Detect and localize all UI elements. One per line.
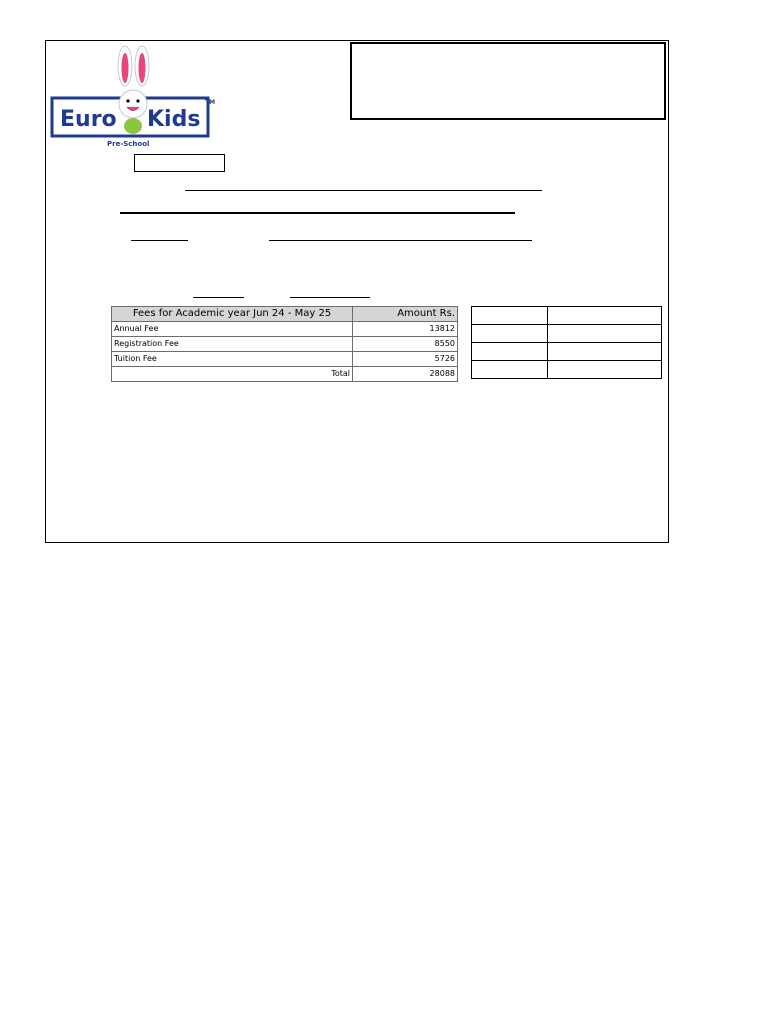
- logo-trademark: TM: [205, 99, 216, 106]
- blank-line-2: [120, 212, 515, 214]
- blank-line-1: [185, 190, 542, 191]
- fee-amount: 8550: [353, 337, 458, 352]
- grid-cell: [548, 307, 662, 325]
- grid-cell: [548, 343, 662, 361]
- fee-label: Annual Fee: [112, 322, 353, 337]
- grid-row: [472, 343, 662, 361]
- logo-text-kids: Kids: [147, 107, 201, 132]
- eurokids-logo-graphic: [50, 44, 220, 152]
- blank-line-4b: [290, 297, 370, 298]
- receipt-number-box: [134, 154, 225, 172]
- table-row: [112, 337, 458, 352]
- table-row: [112, 322, 458, 337]
- blank-line-3b: [269, 240, 532, 241]
- blank-line-3a: [131, 240, 188, 241]
- logo-text-euro: Euro: [60, 107, 117, 132]
- eurokids-logo: [50, 44, 220, 152]
- fee-amount: 13812: [353, 322, 458, 337]
- fees-header-label: Fees for Academic year Jun 24 - May 25: [112, 307, 353, 322]
- grid-row: [472, 361, 662, 379]
- grid-row: [472, 325, 662, 343]
- blank-line-4a: [193, 297, 244, 298]
- total-row: [112, 367, 458, 382]
- grid-cell: [548, 361, 662, 379]
- address-box: [350, 42, 666, 120]
- total-label: Total: [112, 367, 353, 382]
- blank-grid: [471, 306, 662, 379]
- grid-row: [472, 307, 662, 325]
- grid-cell: [548, 325, 662, 343]
- grid-cell: [472, 361, 548, 379]
- grid-cell: [472, 307, 548, 325]
- grid-cell: [472, 325, 548, 343]
- fees-table-header: [112, 307, 458, 322]
- fee-amount: 5726: [353, 352, 458, 367]
- fee-label: Tuition Fee: [112, 352, 353, 367]
- fees-header-amount: Amount Rs.: [353, 307, 458, 322]
- grid-cell: [472, 343, 548, 361]
- fee-label: Registration Fee: [112, 337, 353, 352]
- fees-table: [111, 306, 458, 382]
- total-amount: 28088: [353, 367, 458, 382]
- table-row: [112, 352, 458, 367]
- logo-tagline: Pre-School: [107, 140, 150, 148]
